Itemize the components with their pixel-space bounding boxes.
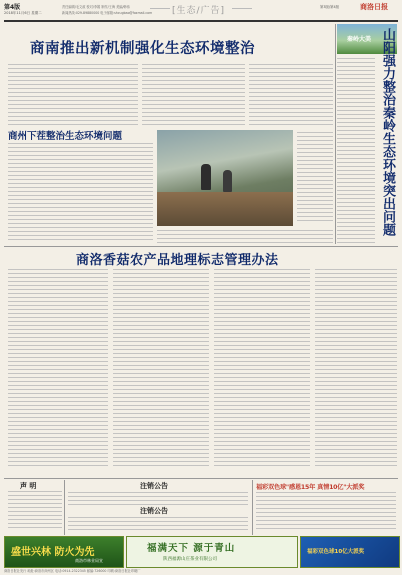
notice-text [68, 517, 248, 532]
section-rule [4, 478, 398, 479]
page-number: 第4版 [4, 4, 21, 11]
main-headline: 商南推出新机制强化生态环境整治 [30, 41, 255, 57]
photo-person [223, 170, 232, 192]
section-rule [4, 246, 398, 247]
lottery-text [256, 492, 396, 530]
article-text [315, 269, 397, 469]
ad-big-text: 福满天下 源于青山 [147, 543, 236, 554]
banner-headline: 商洛香菇农产品地理标志管理办法 [76, 253, 279, 268]
ad-tea-company [126, 536, 298, 568]
column-rule [64, 480, 65, 535]
edition-label: 第3版/第4版 [320, 5, 340, 9]
ad-small-text: 陕西福源山庄茶业有限公司 [163, 557, 217, 562]
article-photo [157, 130, 293, 226]
footer: 商洛日报社发行 地址:商洛市商州区 电话:0914-2322345 邮编:726000 印刷:商洛日报社印刷厂 [4, 569, 141, 573]
ad-big-text: 盛世兴林 防火为先 [11, 547, 95, 558]
photo-caption: 秦岭大美 [347, 36, 372, 43]
article-text [214, 269, 310, 469]
notice-title: 声 明 [20, 482, 37, 490]
article-text [8, 64, 138, 126]
column-rule [252, 480, 253, 535]
masthead-rule [4, 20, 398, 22]
article-text [249, 64, 333, 126]
sub-headline: 商州下茬整治生态环境问题 [8, 131, 123, 142]
paper-name: 商洛日报 [360, 3, 388, 11]
article-text [157, 230, 333, 243]
ad-text: 福彩双色球10亿大派奖 [307, 549, 365, 555]
photo-person [201, 164, 211, 190]
section-dash [232, 8, 252, 9]
notice-text [8, 491, 62, 531]
article-text [113, 269, 209, 469]
ad-fire-prevention [4, 536, 124, 568]
notice-text [68, 492, 248, 505]
lottery-title: 福彩双色球"感恩15年 真情10亿"大派奖 [256, 484, 365, 491]
section-dash [150, 8, 170, 9]
column-rule [335, 24, 336, 244]
right-vertical-headline: 山阳强力整治秦岭生态环境突出问题 [380, 28, 395, 236]
notice2-title: 注销公告 [140, 507, 168, 515]
date-line: 2018年11月6日 星期二 [4, 11, 42, 15]
masthead [0, 0, 402, 22]
info-line: 责任编辑/毛文政 校对/李娟 制作/王海 美编/韩伟 [62, 5, 130, 9]
article-text [8, 143, 153, 243]
photo-caption [297, 132, 333, 222]
notice1-title: 注销公告 [140, 482, 168, 490]
article-text [8, 269, 108, 469]
photo-ground [157, 192, 293, 226]
section-label: [生态/广告] [172, 6, 226, 16]
info-line-2: 新闻热线:029-89880000 电子邮箱:shcugbao@foxmail.com [62, 11, 153, 15]
ad-lottery [300, 536, 400, 568]
article-text [337, 58, 375, 243]
article-text [142, 64, 245, 126]
ad-small-text: 商洛市林业局宣 [75, 558, 103, 563]
